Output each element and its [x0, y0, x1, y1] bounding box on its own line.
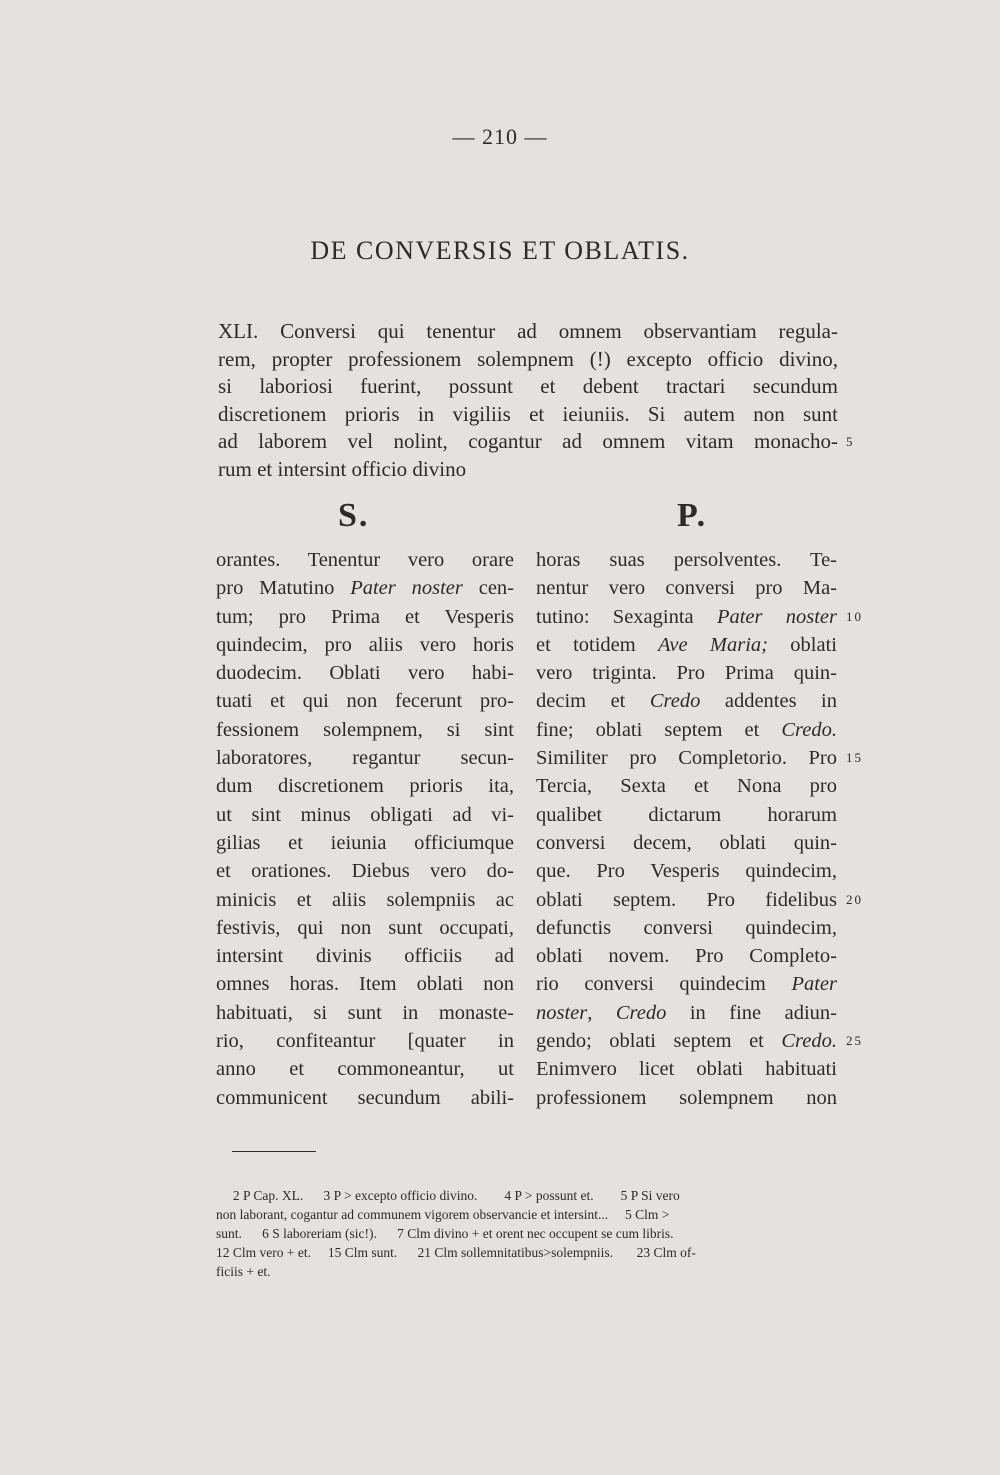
left-column-line: anno et commoneantur, ut	[216, 1058, 514, 1081]
left-column-line: quindecim, pro aliis vero horis	[216, 633, 514, 656]
left-column-line: ut sint minus obligati ad vi-	[216, 803, 514, 826]
left-column-line: tum; pro Prima et Vesperis	[216, 605, 514, 628]
right-column-line: vero triginta. Pro Prima quin-	[536, 662, 837, 685]
column-heading-p: P.	[677, 497, 708, 534]
right-column-line: rio conversi quindecim Pater	[536, 973, 837, 996]
footnote-line: sunt. 6 S laboreriam (sic!). 7 Clm divino + et orent nec occupent se cum libris.	[216, 1226, 674, 1241]
footnote-line: 2 P Cap. XL. 3 P > excepto officio divino. 4 P > possunt et. 5 P Si vero	[216, 1188, 680, 1203]
left-column-line: dum discretionem prioris ita,	[216, 775, 514, 798]
right-column-line: oblati novem. Pro Completo-	[536, 945, 837, 968]
right-column-line: decim et Credo addentes in	[536, 690, 837, 713]
margin-line-number: 10	[846, 608, 863, 624]
right-column-line: noster, Credo in fine adiun-	[536, 1001, 837, 1024]
right-column-line: qualibet dictarum horarum	[536, 803, 837, 826]
intro-line: XLI. Conversi qui tenentur ad omnem observantiam regula-	[218, 319, 838, 343]
intro-line: rum et intersint officio divino	[218, 456, 467, 481]
section-title: DE CONVERSIS ET OBLATIS.	[310, 236, 690, 265]
right-column-line: defunctis conversi quindecim,	[536, 916, 837, 939]
right-column-line: fine; oblati septem et Credo.	[536, 718, 837, 741]
right-column-line: professionem solempnem non	[536, 1086, 837, 1109]
left-column-line: fessionem solempnem, si sint	[216, 718, 514, 741]
left-column-line: habituati, si sunt in monaste-	[216, 1001, 514, 1024]
left-column-line: laboratores, regantur secun-	[216, 747, 514, 770]
left-column-line: duodecim. Oblati vero habi-	[216, 662, 514, 685]
left-column-line: orantes. Tenentur vero orare	[216, 549, 514, 571]
intro-line: si laboriosi fuerint, possunt et debent tractari secundum	[218, 374, 838, 398]
left-column-line: communicent secundum abili-	[216, 1086, 514, 1109]
left-column-line: omnes horas. Item oblati non	[216, 973, 514, 996]
footnote-rule	[232, 1151, 316, 1152]
intro-paragraph	[218, 318, 838, 483]
left-column-line: gilias et ieiunia officiumque	[216, 831, 514, 854]
left-column-line: pro Matutino Pater noster cen-	[216, 577, 514, 600]
right-column-line: oblati septem. Pro fidelibus	[536, 888, 837, 911]
right-column-line: horas suas persolventes. Te-	[536, 549, 837, 571]
footnote-line: ficiis + et.	[216, 1264, 271, 1279]
right-column-text	[536, 546, 837, 1112]
footnote-line: 12 Clm vero + et. 15 Clm sunt. 21 Clm sollemnitatibus>solempniis. 23 Clm of-	[216, 1245, 696, 1260]
page-number: — 210 —	[452, 124, 548, 149]
right-column-line: que. Pro Vesperis quindecim,	[536, 860, 837, 883]
right-column-line: Tercia, Sexta et Nona pro	[536, 775, 837, 798]
left-column-text	[216, 546, 514, 1112]
right-column-line: tutino: Sexaginta Pater noster	[536, 605, 838, 628]
intro-line: ad laborem vel nolint, cogantur ad omnem vitam monacho-	[218, 429, 838, 453]
right-column-line: et totidem Ave Maria; oblati	[536, 633, 837, 656]
intro-line: rem, propter professionem solempnem (!) excepto officio divino,	[218, 346, 838, 371]
left-column-line: rio, confiteantur [quater in	[216, 1030, 514, 1053]
margin-line-number: 5	[846, 434, 855, 449]
footnotes	[216, 1186, 836, 1281]
left-column-line: minicis et aliis solempniis ac	[216, 888, 514, 911]
right-column-line: Similiter pro Completorio. Pro	[536, 747, 837, 770]
margin-line-number: 15	[846, 750, 863, 766]
left-column-line: et orationes. Diebus vero do-	[216, 860, 514, 883]
intro-line: discretionem prioris in vigiliis et ieiuniis. Si autem non sunt	[218, 401, 838, 426]
left-column-line: intersint divinis officiis ad	[216, 945, 514, 968]
right-column-line: nentur vero conversi pro Ma-	[536, 577, 837, 600]
left-column-line: festivis, qui non sunt occupati,	[216, 916, 514, 939]
right-column-line: Enimvero licet oblati habituati	[536, 1058, 837, 1081]
margin-line-number: 20	[846, 891, 863, 907]
margin-line-number: 25	[846, 1033, 863, 1049]
footnote-line: non laborant, cogantur ad communem vigorem observancie et intersint... 5 Clm >	[216, 1207, 670, 1222]
right-column-line: gendo; oblati septem et Credo.	[536, 1030, 837, 1053]
right-column-line: conversi decem, oblati quin-	[536, 831, 837, 854]
column-heading-s: S.	[338, 497, 370, 534]
left-column-line: tuati et qui non fecerunt pro-	[216, 690, 514, 713]
